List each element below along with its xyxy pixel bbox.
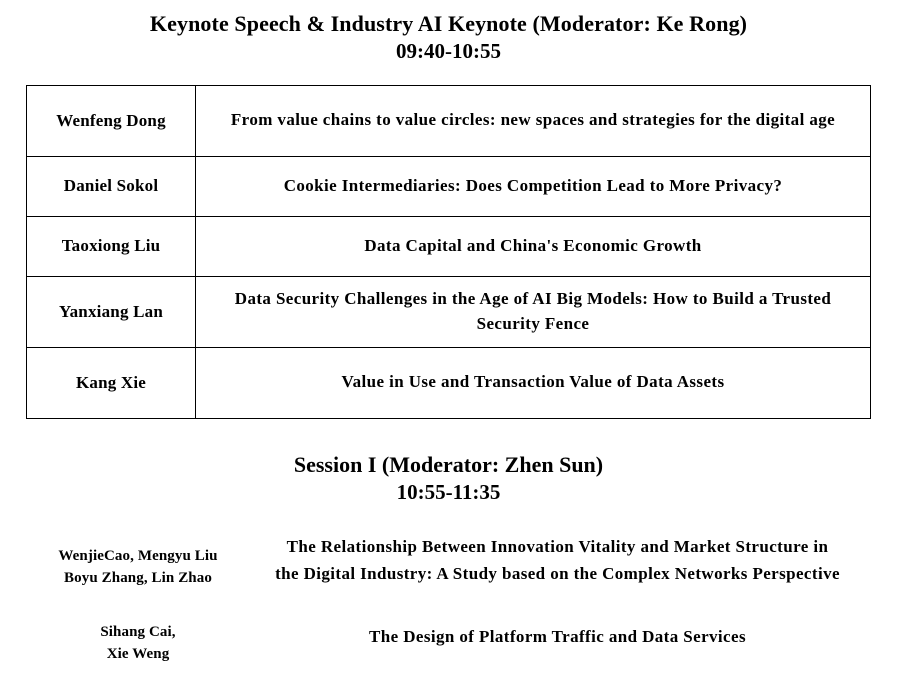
session-schedule-table	[26, 529, 871, 667]
table-row	[27, 156, 871, 216]
speaker-name: Daniel Sokol	[27, 156, 196, 216]
table-row	[27, 276, 871, 347]
table-row	[26, 529, 871, 591]
table-row	[27, 347, 871, 418]
talk-title: From value chains to value circles: new spaces and strategies for the digital age	[196, 85, 871, 156]
author-names	[26, 529, 250, 591]
speaker-name: Taoxiong Liu	[27, 216, 196, 276]
session-title: Session I (Moderator: Zhen Sun)	[293, 451, 604, 477]
table-row	[27, 216, 871, 276]
talk-title: Data Capital and China's Economic Growth	[196, 216, 871, 276]
session-header	[0, 450, 897, 507]
speaker-name: Wenfeng Dong	[27, 85, 196, 156]
keynote-time: 09:40-10:55	[396, 39, 501, 64]
keynote-header	[0, 0, 897, 66]
talk-title: Cookie Intermediaries: Does Competition Lead to More Privacy?	[196, 156, 871, 216]
keynote-title: Keynote Speech & Industry AI Keynote (Moderator: Ke Rong)	[149, 11, 748, 36]
author-line: WenjieCao, Mengyu Liu	[58, 547, 218, 564]
paper-title: The Relationship Between Innovation Vitality and Market Structure in the Digital Industry: A Study based on the Complex Networks Perspective	[275, 536, 840, 584]
author-names	[26, 591, 250, 667]
table-row	[27, 85, 871, 156]
paper-title: The Design of Platform Traffic and Data Services	[369, 626, 746, 646]
speaker-name: Yanxiang Lan	[27, 276, 196, 347]
author-line: Xie Weng	[106, 646, 170, 662]
talk-title: Value in Use and Transaction Value of Data Assets	[196, 347, 871, 418]
table-row	[26, 591, 871, 667]
author-line: Boyu Zhang, Lin Zhao	[64, 570, 212, 586]
author-line: Sihang Cai,	[100, 623, 176, 640]
speaker-name: Kang Xie	[27, 347, 196, 418]
session-time: 10:55-11:35	[396, 479, 501, 504]
talk-title: Data Security Challenges in the Age of AI Big Models: How to Build a Trusted Security Fence	[196, 276, 871, 347]
keynote-schedule-table	[26, 85, 871, 419]
